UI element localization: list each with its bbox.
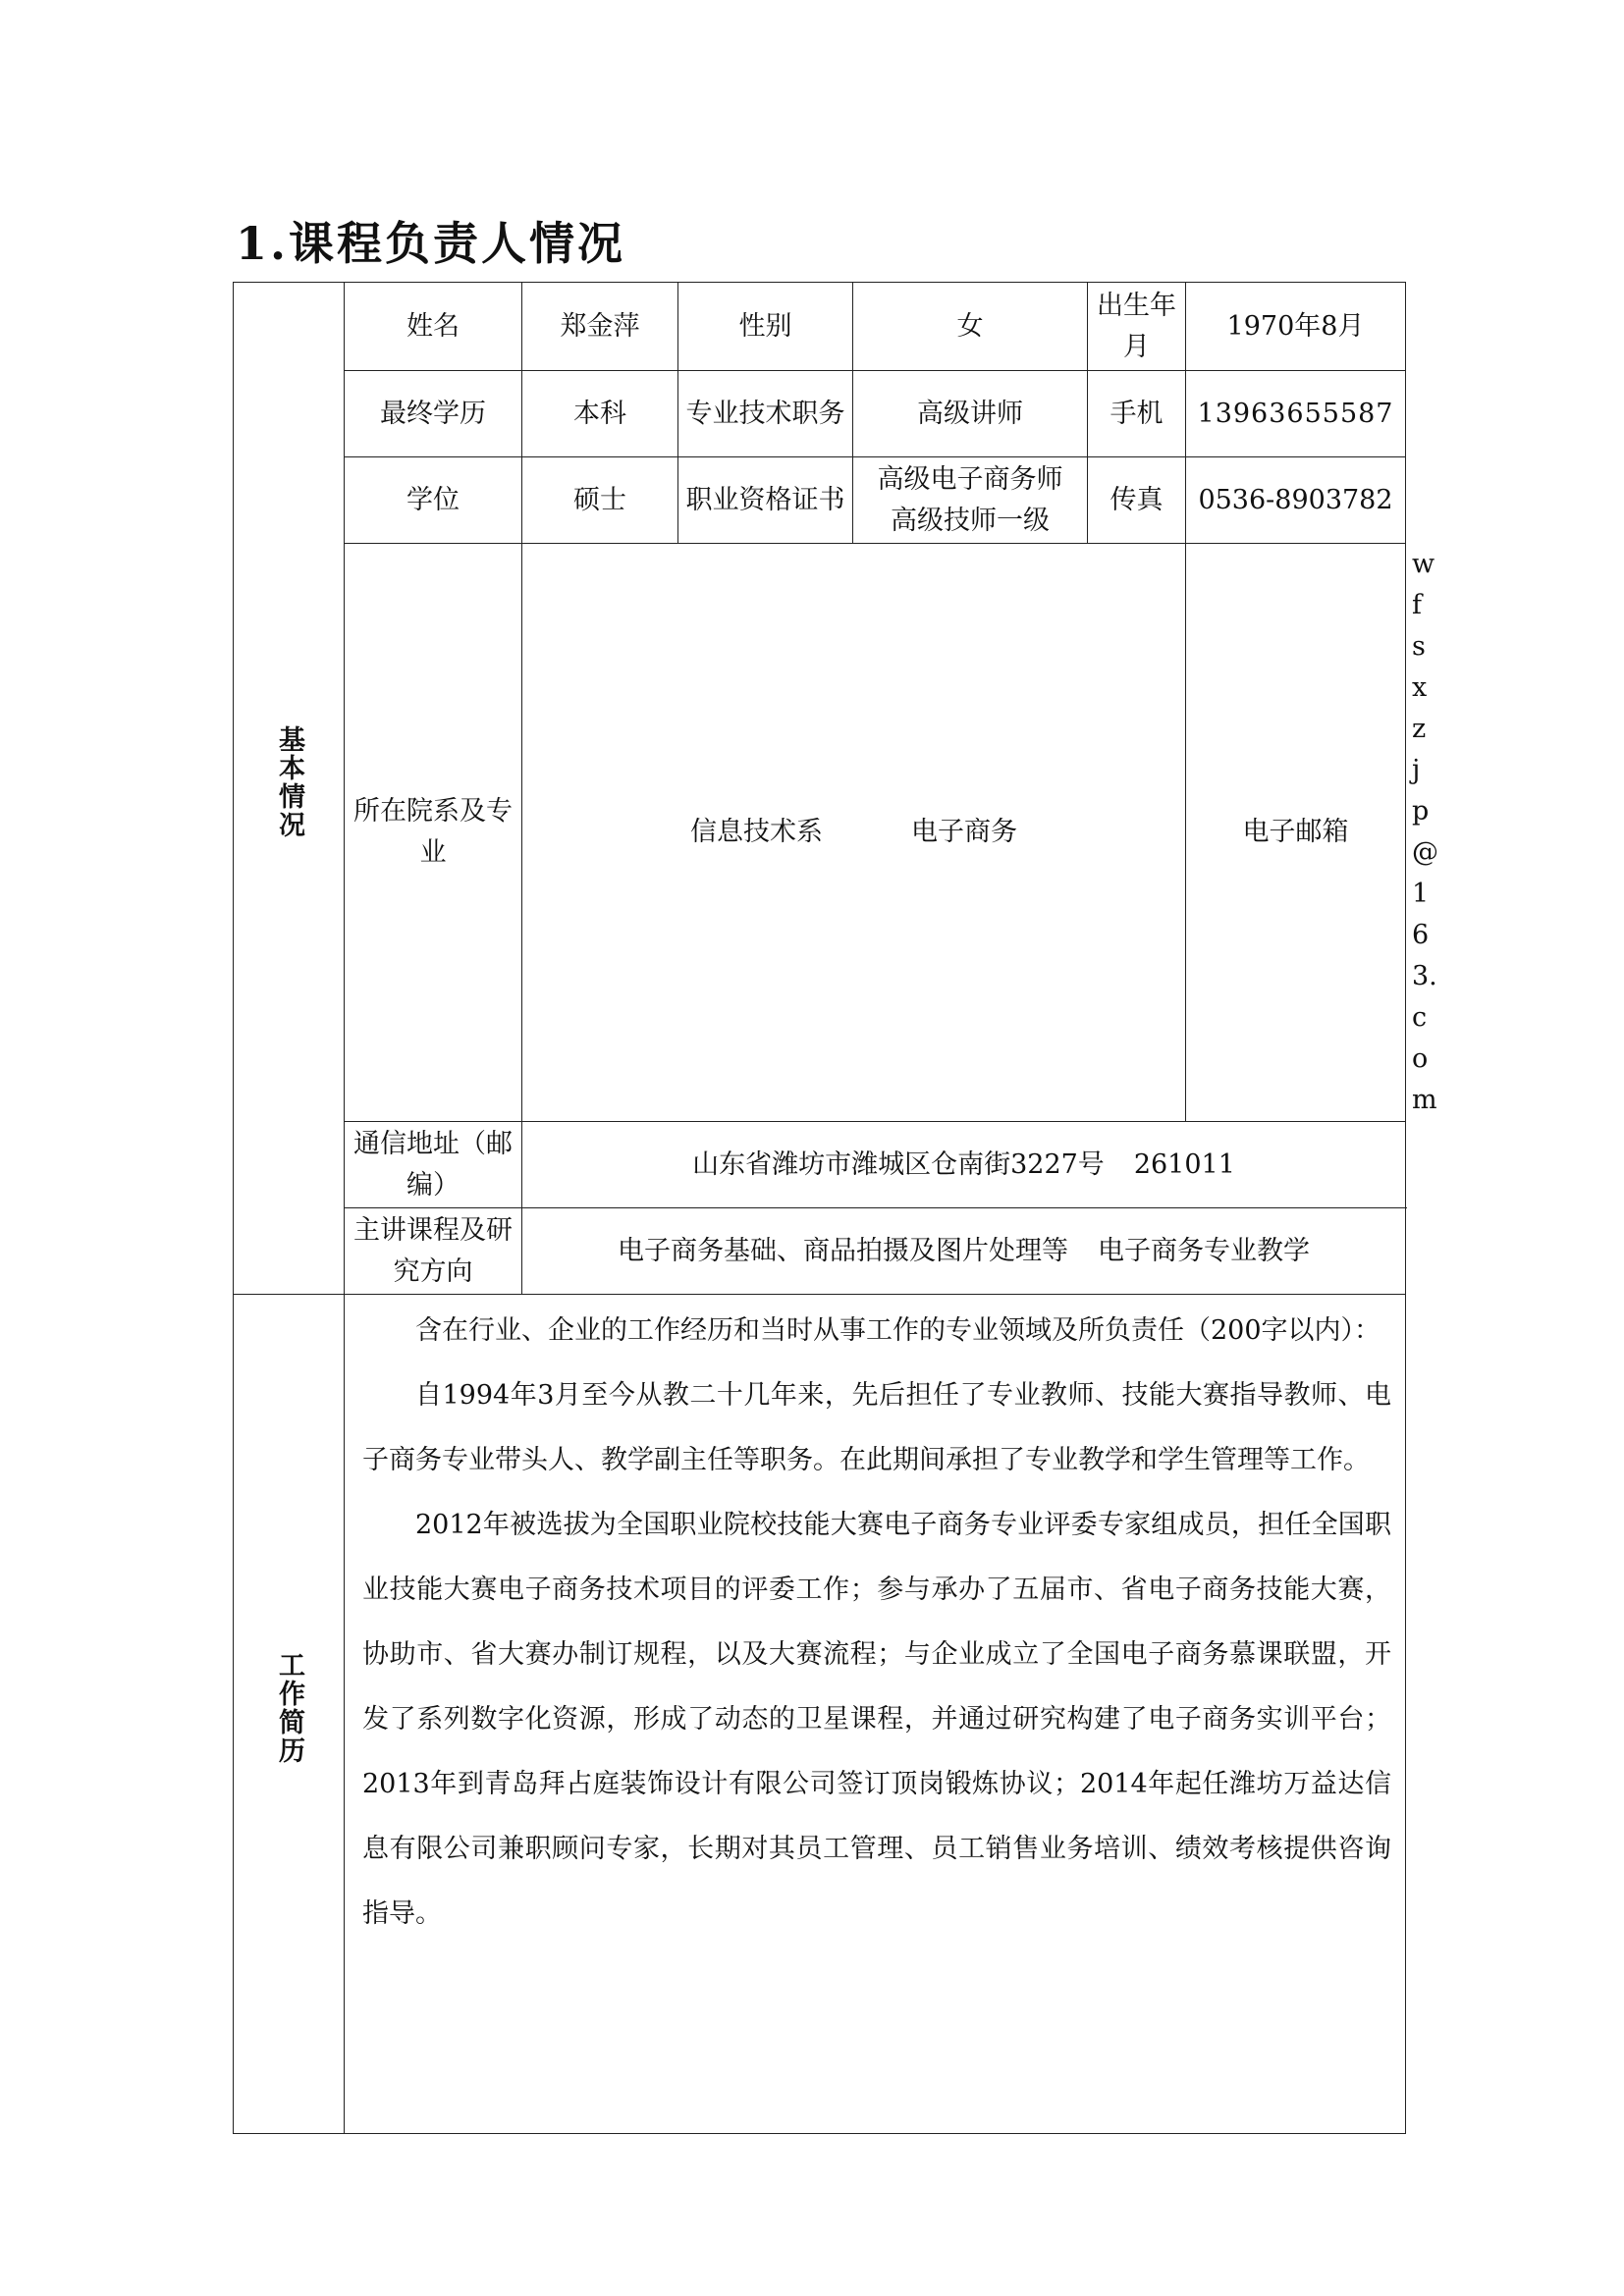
- table-row: [234, 1122, 1406, 1208]
- history-paragraph: 2012年被选拔为全国职业院校技能大赛电子商务专业评委专家组成员，担任全国职业技能大赛电子商务技术项目的评委工作；参与承办了五届市、省电子商务技能大赛，协助市、省大赛办制订规程，以及大赛流程；与企业成立了全国电子商务慕课联盟，开发了系列数字化资源，形成了动态的卫星课程，并通过研究构建了电子商务实训平台；2013年到青岛拜占庭装饰设计有限公司签订顶岗锻炼协议；2014年起任潍坊万益达信息有限公司兼职顾问专家，长期对其员工管理、员工销售业务培训、绩效考核提供咨询指导。: [362, 1510, 1391, 1929]
- title-value: 高级讲师: [853, 371, 1088, 457]
- table-row: [234, 283, 1406, 371]
- dept-value: 信息技术系: [690, 817, 823, 847]
- name-value: 郑金萍: [522, 283, 678, 371]
- gender-value: 女: [853, 283, 1088, 371]
- history-paragraph: 自1994年3月至今从教二十几年来，先后担任了专业教师、技能大赛指导教师、电子商务专业带头人、教学副主任等职务。在此期间承担了专业教学和学生管理等工作。: [362, 1380, 1391, 1475]
- cert-value: [853, 457, 1088, 544]
- basic-section-cell: [234, 283, 345, 1295]
- mobile-value: 13963655587: [1186, 371, 1406, 457]
- postcode-value: 261011: [1133, 1148, 1235, 1180]
- courses-value-cell: [522, 1208, 1406, 1295]
- education-label: 最终学历: [345, 371, 522, 457]
- degree-label: 学位: [345, 457, 522, 544]
- degree-value: 硕士: [522, 457, 678, 544]
- courses-label: 主讲课程及研究方向: [345, 1208, 522, 1295]
- education-value: 本科: [522, 371, 678, 457]
- research-value: 电子商务专业教学: [1098, 1235, 1310, 1266]
- table-row: [234, 1295, 1406, 2134]
- basic-section-label: 基本情况: [274, 724, 304, 839]
- gender-label: 性别: [678, 283, 853, 371]
- cert-label: 职业资格证书: [678, 457, 853, 544]
- birth-label: 出生年月: [1088, 283, 1186, 371]
- course-leader-table: [233, 282, 1438, 2134]
- email-label: 电子邮箱: [1186, 544, 1406, 1122]
- fax-value: 0536-8903782: [1186, 457, 1406, 544]
- table-row: [234, 1208, 1406, 1295]
- fax-label: 传真: [1088, 457, 1186, 544]
- name-label: 姓名: [345, 283, 522, 371]
- major-value: 电子商务: [911, 817, 1017, 847]
- title-label: 专业技术职务: [678, 371, 853, 457]
- page-title: 1.课程负责人情况: [236, 217, 626, 270]
- birth-value: 1970年8月: [1186, 283, 1406, 371]
- table-row: [234, 371, 1406, 457]
- dept-label: 所在院系及专业: [345, 544, 522, 1122]
- mobile-label: 手机: [1088, 371, 1186, 457]
- address-label: 通信地址（邮编）: [345, 1122, 522, 1208]
- table-row: 所在院系及专业 信息技术系 电子商务 电子邮箱 wfsxzjp@163.com: [234, 544, 1406, 1122]
- history-section-label: 工作简历: [274, 1650, 304, 1765]
- address-value: 山东省潍坊市潍城区仓南街3227号: [692, 1148, 1105, 1180]
- dept-value-cell: [522, 544, 1186, 1122]
- history-content: [345, 1295, 1406, 2134]
- table-row: [234, 457, 1406, 544]
- history-section-cell: [234, 1295, 345, 2134]
- address-value-cell: [522, 1122, 1406, 1208]
- cert-value-line: 高级电子商务师: [877, 463, 1063, 495]
- courses-value: 电子商务基础、商品拍摄及图片处理等: [618, 1235, 1068, 1266]
- cert-value-line: 高级技师一级: [891, 505, 1050, 536]
- history-intro: 含在行业、企业的工作经历和当时从事工作的专业领域及所负责任（200字以内）：: [415, 1315, 1381, 1346]
